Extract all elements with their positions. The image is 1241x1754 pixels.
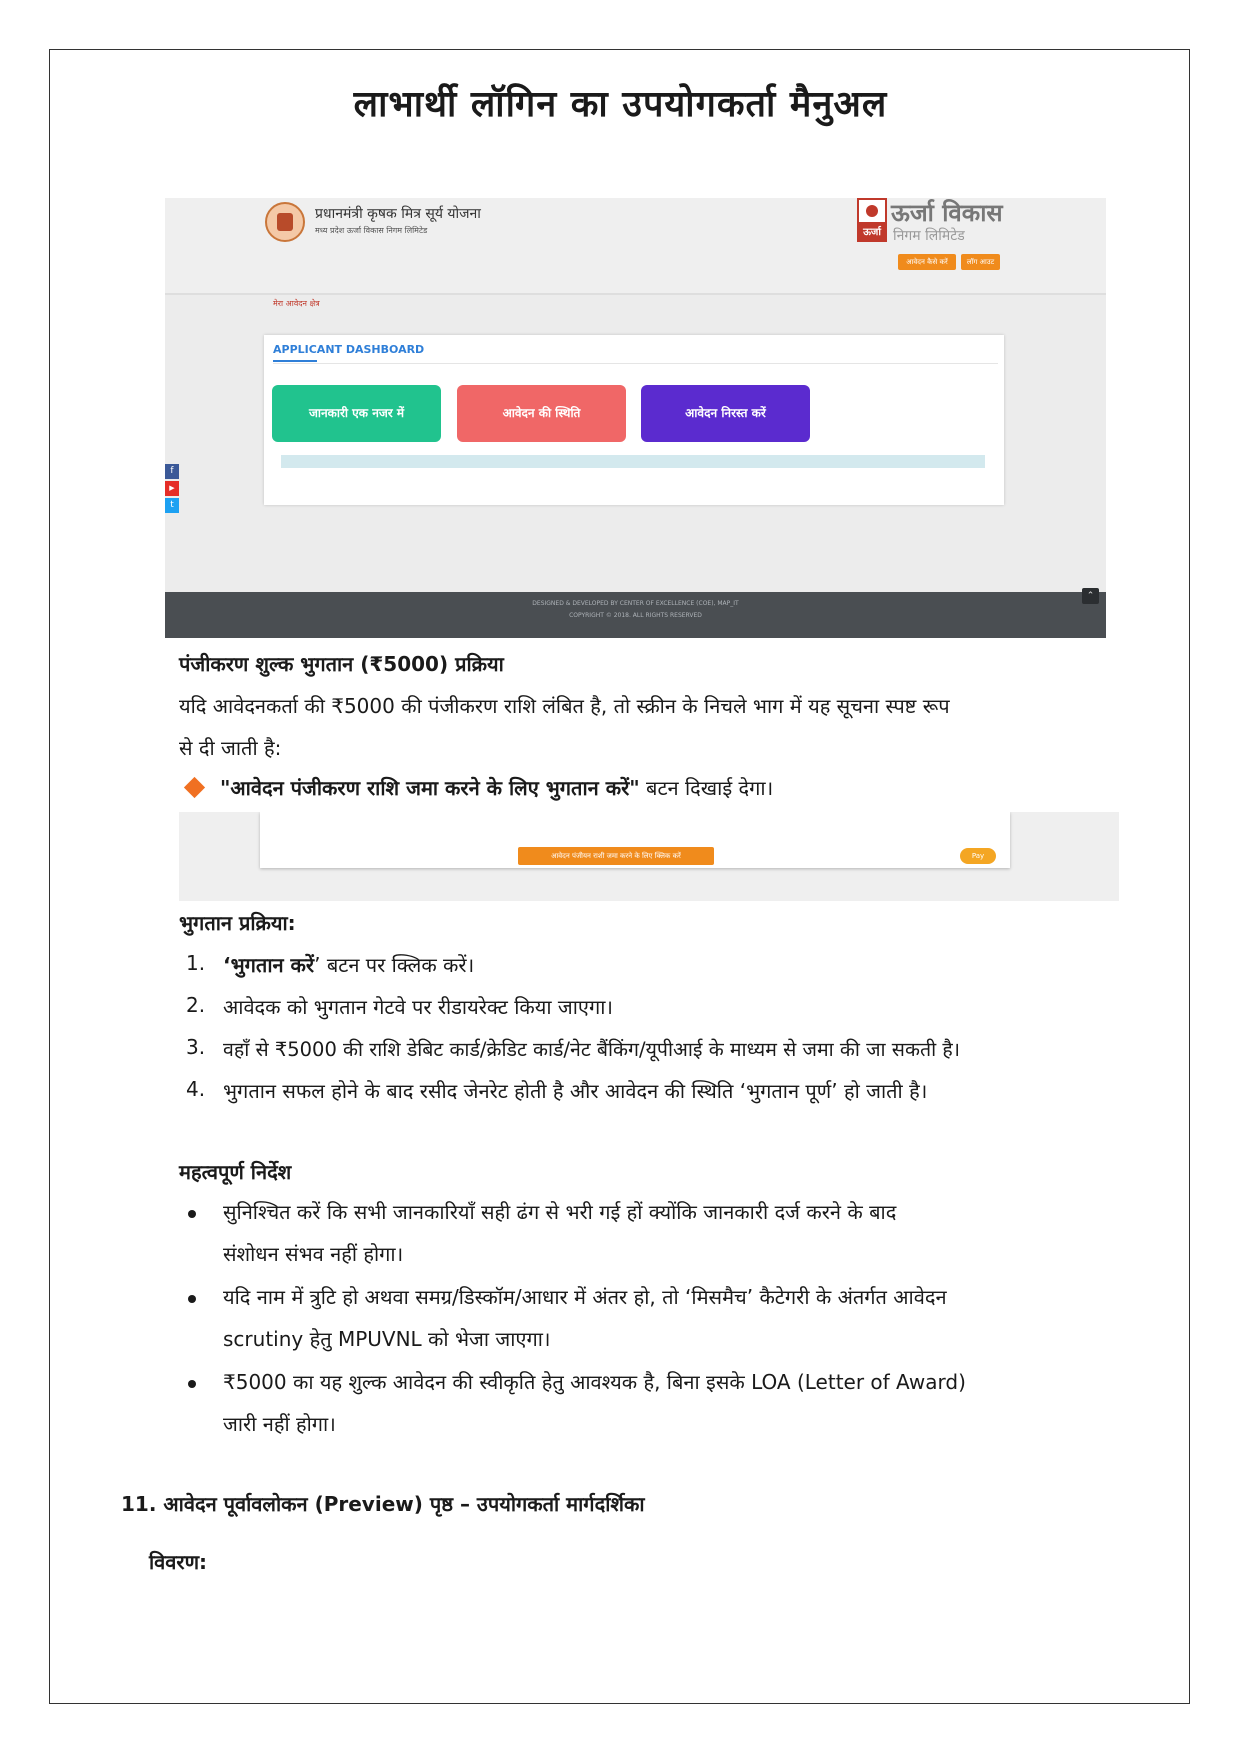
- footer-copyright: COPYRIGHT © 2018. ALL RIGHTS RESERVED: [569, 612, 702, 619]
- note-line: यदि नाम में त्रुटि हो अथवा समग्र/डिस्कॉम/आधार में अंतर हो, तो ‘मिसमैच’ कैटेगरी के अंतर्गत आवेदन: [223, 1285, 947, 1309]
- step-text: भुगतान सफल होने के बाद रसीद जेनरेट होती है और आवेदन की स्थिति ‘भुगतान पूर्ण’ हो जाती है।: [223, 1079, 928, 1103]
- fee-paragraph-line2: से दी जाती है:: [179, 736, 282, 760]
- youtube-icon[interactable]: ▶: [165, 481, 179, 496]
- step-rest-text: ’ बटन पर क्लिक करें।: [314, 953, 475, 977]
- logout-button[interactable]: लॉग आउट: [961, 254, 1000, 270]
- site-subtitle: मध्य प्रदेश ऊर्जा विकास निगम लिमिटेड: [315, 226, 428, 235]
- pay-button-label-quote: "आवेदन पंजीकरण राशि जमा करने के लिए भुगतान करें": [220, 776, 640, 800]
- note-line: संशोधन संभव नहीं होगा।: [223, 1242, 404, 1266]
- step-text: आवेदक को भुगतान गेटवे पर रीडायरेक्ट किया जाएगा।: [223, 995, 614, 1019]
- site-title: प्रधानमंत्री कृषक मित्र सूर्य योजना: [315, 206, 481, 222]
- step-number: 1.: [186, 951, 206, 975]
- mp-government-logo: [265, 202, 305, 242]
- important-notes-heading: महत्वपूर्ण निर्देश: [179, 1160, 292, 1184]
- application-status-tile[interactable]: आवेदन की स्थिति: [457, 385, 626, 442]
- pay-button-note-rest: बटन दिखाई देगा।: [639, 776, 774, 800]
- payment-card: [260, 812, 1010, 868]
- applicant-dashboard-card: [264, 335, 1004, 505]
- details-subheading: विवरण:: [149, 1550, 208, 1574]
- footer-credit: DESIGNED & DEVELOPED BY CENTER OF EXCELLENCE (COE), MAP_IT: [532, 600, 739, 607]
- facebook-icon[interactable]: f: [165, 464, 179, 479]
- note-line: scrutiny हेतु MPUVNL को भेजा जाएगा।: [223, 1327, 551, 1351]
- section-11-heading: 11. आवेदन पूर्वावलोकन (Preview) पृष्ठ – उपयोगकर्ता मार्गदर्शिका: [121, 1492, 645, 1516]
- card-divider: [273, 363, 998, 364]
- bullet-icon: [188, 1295, 196, 1303]
- pay-pill-button[interactable]: Pay: [960, 848, 996, 864]
- step-bold-text: ‘भुगतान करें: [223, 953, 315, 977]
- urja-logo-icon: ऊर्जा: [857, 198, 887, 242]
- step-text: वहाँ से ₹5000 की राशि डेबिट कार्ड/क्रेडिट कार्ड/नेट बैंकिंग/यूपीआई के माध्यम से जमा की जा सकती है।: [223, 1038, 961, 1061]
- fee-section-heading: पंजीकरण शुल्क भुगतान (₹5000) प्रक्रिया: [179, 652, 504, 676]
- site-footer: [165, 592, 1106, 638]
- pay-registration-fee-button[interactable]: आवेदन पंजीयन राशी जमा करने के लिए क्लिक करें: [518, 847, 714, 865]
- card-title: APPLICANT DASHBOARD: [273, 343, 425, 356]
- site-header: [165, 198, 1106, 295]
- brand-name: ऊर्जा विकास: [891, 199, 1003, 227]
- info-at-glance-tile[interactable]: जानकारी एक नजर में: [272, 385, 441, 442]
- payment-screenshot: [179, 812, 1119, 901]
- step-text: [223, 951, 474, 978]
- cancel-application-tile[interactable]: आवेदन निरस्त करें: [641, 385, 810, 442]
- step-number: 3.: [186, 1035, 206, 1059]
- how-to-apply-button[interactable]: आवेदन कैसे करें: [898, 254, 956, 270]
- document-title: लाभार्थी लॉगिन का उपयोगकर्ता मैनुअल: [353, 84, 888, 125]
- note-line: ₹5000 का यह शुल्क आवेदन की स्वीकृति हेतु आवश्यक है, बिना इसके LOA (Letter of Award): [223, 1370, 966, 1394]
- fee-paragraph-line1: यदि आवेदनकर्ता की ₹5000 की पंजीकरण राशि लंबित है, तो स्क्रीन के निचले भाग में यह सूचना स्पष्ट रूप: [179, 694, 950, 718]
- bullet-icon: [188, 1210, 196, 1218]
- step-number: 4.: [186, 1077, 206, 1101]
- dashboard-screenshot: [165, 198, 1106, 638]
- scroll-top-icon[interactable]: ⌃: [1082, 588, 1099, 604]
- pay-button-note: [220, 774, 773, 801]
- brand-subtitle: निगम लिमिटेड: [893, 228, 965, 244]
- payment-process-heading: भुगतान प्रक्रिया:: [179, 911, 296, 935]
- note-line: सुनिश्चित करें कि सभी जानकारियाँ सही ढंग से भरी गई हों क्योंकि जानकारी दर्ज करने के बाद: [223, 1200, 897, 1224]
- breadcrumb[interactable]: मेरा आवेदन क्षेत्र: [273, 299, 320, 308]
- title-underline: [273, 360, 317, 362]
- note-line: जारी नहीं होगा।: [223, 1412, 336, 1436]
- step-number: 2.: [186, 993, 206, 1017]
- twitter-icon[interactable]: t: [165, 498, 179, 513]
- notice-bar: [281, 455, 985, 468]
- bullet-icon: [188, 1380, 196, 1388]
